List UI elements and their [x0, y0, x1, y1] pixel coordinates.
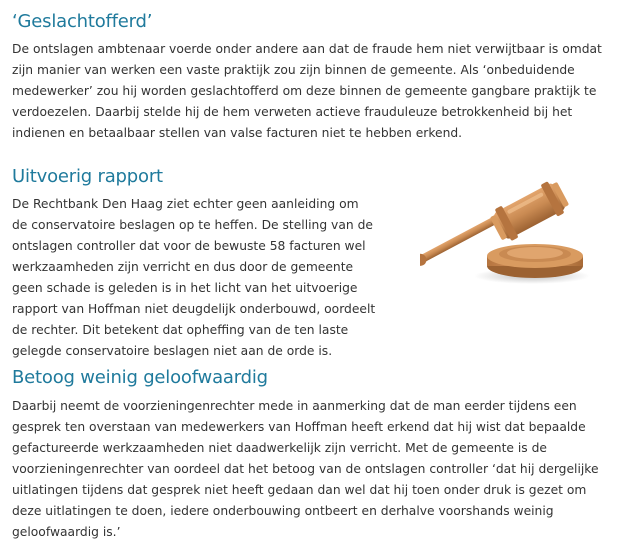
section-paragraph-betoog: Daarbij neemt de voorzieningenrechter mede in aanmerking dat de man eerder tijdens een gesprek ten overstaan van medewerkers van Hoffman heeft erkend dat hij wist dat bepaalde gefactureerde werkzaamheden niet daadwerkelijk zijn verricht. Met de gemeente is de voorzieningenrechter van oordeel dat het betoog van de ontslagen controller ‘dat hij dergelijke uitlatingen tijdens dat gesprek niet heeft gedaan dan wel dat hij toen onder druk is gezet om deze uitlatingen te doen, iedere onderbouwing ontbeert en derhalve voorshands weinig geloofwaardig is.’: [12, 399, 599, 539]
section-heading-betoog: Betoog weinig geloofwaardig: [12, 367, 268, 388]
section-heading-geslachtofferd: ‘Geslachtofferd’: [12, 11, 153, 32]
section-paragraph-uitvoerig-rapport: De Rechtbank Den Haag ziet echter geen aanleiding om de conservatoire beslagen op te heffen. De stelling van de ontslagen controller dat voor de bewuste 58 facturen wel werkzaamheden zijn verricht en dus door de gemeente geen schade is geleden is in het licht van het uitvoerige rapport van Hoffman niet deugdelijk onderbouwd, oordeelt de rechter. Dit betekent dat opheffing van de ten laste gelegde conservatoire beslagen niet aan de orde is.: [12, 197, 376, 358]
gavel-icon: [420, 180, 590, 285]
section-paragraph-geslachtofferd: De ontslagen ambtenaar voerde onder andere aan dat de fraude hem niet verwijtbaar is omdat zijn manier van werken een vaste praktijk zou zijn binnen de gemeente. Als ‘onbeduidende medewerker’ zou hij worden geslachtofferd om deze binnen de gemeente gangbare praktijk te verdoezelen. Daarbij stelde hij de hem verweten actieve frauduleuze betrokkenheid bij het indienen en betaalbaar stellen van valse facturen niet te hebben erkend.: [12, 42, 602, 140]
section-heading-uitvoerig-rapport: Uitvoerig rapport: [12, 166, 163, 187]
